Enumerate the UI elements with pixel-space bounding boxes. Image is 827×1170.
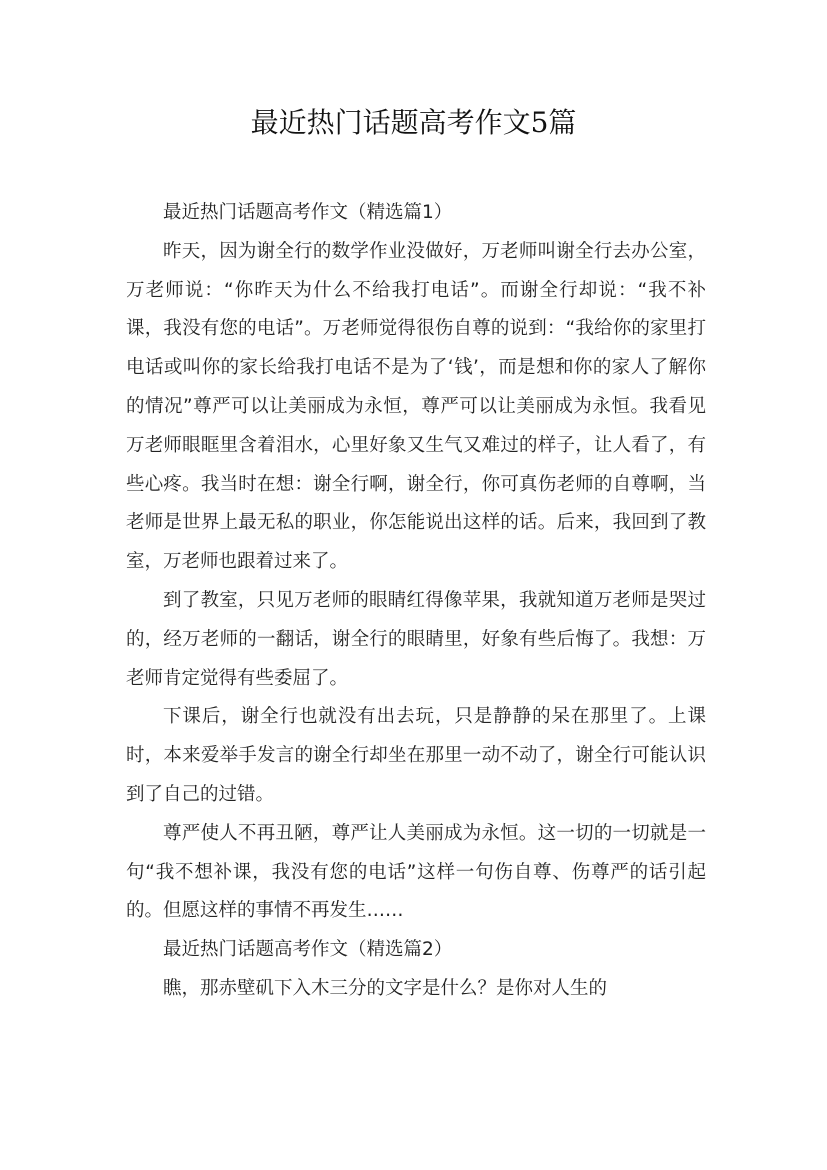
- document-title: 最近热门话题高考作文5篇: [250, 106, 577, 139]
- paragraph-1: 昨天，因为谢全行的数学作业没做好，万老师叫谢全行去办公室，万老师说：“你昨天为什么不给我打电话”。而谢全行却说：“我不补课，我没有您的电话”。万老师觉得很伤自尊的说到：“我给你的家里打电话或叫你的家长给我打电话不是为了‘钱’，而是想和你的家人了解你的情况”尊严可以让美丽成为永恒，尊严可以让美丽成为永恒。我看见万老师眼眶里含着泪水，心里好象又生气又难过的样子，让人看了，有些心疼。我当时在想：谢全行啊，谢全行，你可真伤老师的自尊啊，当老师是世界上最无私的职业，你怎能说出这样的话。后来，我回到了教室，万老师也跟着过来了。: [126, 240, 706, 573]
- section-heading-2: 最近热门话题高考作文（精选篇2）: [163, 939, 453, 961]
- document-body: [126, 194, 706, 1009]
- section-heading-1: 最近热门话题高考作文（精选篇1）: [163, 202, 453, 223]
- paragraph-4: 尊严使人不再丑陋，尊严让人美丽成为永恒。这一切的一切就是一句“我不想补课，我没有您的电话”这样一句伤自尊、伤尊严的话引起的。但愿这样的事情不再发生……: [126, 822, 706, 922]
- paragraph-3: 下课后，谢全行也就没有出去玩，只是静静的呆在那里了。上课时，本来爱举手发言的谢全行却坐在那里一动不动了，谢全行可能认识到了自己的过错。: [126, 706, 706, 805]
- paragraph-5: 瞧，那赤壁矶下入木三分的文字是什么？是你对人生的: [163, 977, 608, 999]
- paragraph-2: 到了教室，只见万老师的眼睛红得像苹果，我就知道万老师是哭过的，经万老师的一翻话，谢全行的眼睛里，好象有些后悔了。我想：万老师肯定觉得有些委屈了。: [126, 589, 706, 689]
